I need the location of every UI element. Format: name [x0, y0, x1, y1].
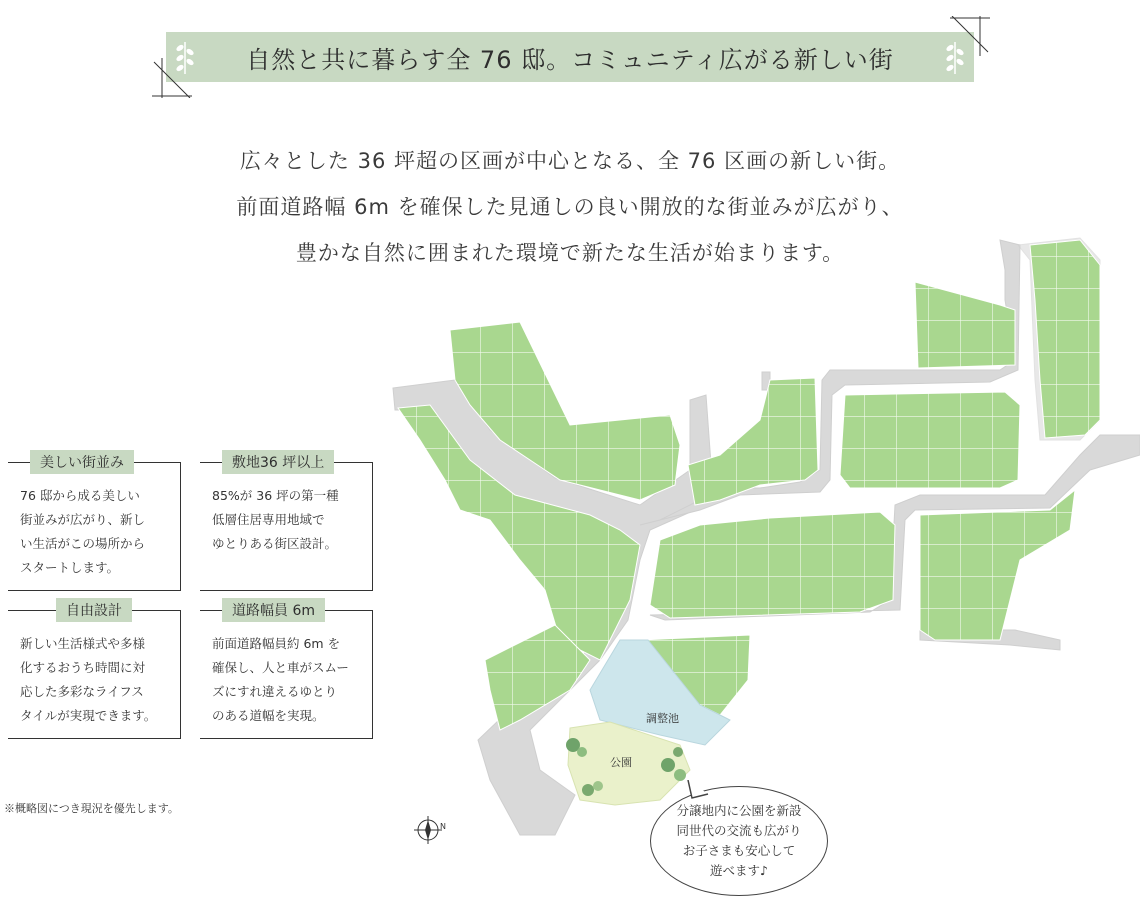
feature-title: 敷地36 坪以上	[222, 450, 334, 474]
banner-title: 自然と共に暮らす全 76 邸。コミュニティ広がる新しい街	[246, 45, 894, 74]
title-banner	[166, 32, 974, 82]
feature-text: い生活がこの場所から	[20, 536, 146, 551]
feature-text: 85%が 36 坪の第一種	[212, 488, 339, 503]
feature-text: 応した多彩なライフス	[20, 684, 144, 699]
lot-block-center	[650, 512, 895, 618]
lot-block-southeast	[920, 490, 1075, 640]
bubble-text: お子さまも安心して	[682, 843, 796, 858]
bubble-text: 遊べます♪	[710, 863, 768, 878]
banner-corner-topright	[950, 16, 990, 56]
feature-text: 街並みが広がり、新し	[20, 512, 146, 527]
lot-block-north	[915, 282, 1015, 368]
compass-north-icon	[414, 816, 442, 844]
intro-line: 広々とした 36 坪超の区画が中心となる、全 76 区画の新しい街。	[239, 149, 901, 173]
feature-text: ズにすれ違えるゆとり	[212, 684, 338, 699]
feature-text: のある道幅を実現。	[212, 708, 325, 723]
feature-free-design	[8, 603, 181, 739]
feature-text: ゆとりある街区設計。	[212, 536, 338, 551]
feature-text: スタートします。	[20, 560, 120, 575]
intro-text	[150, 138, 990, 276]
banner-corner-bottomleft	[152, 58, 192, 98]
park-speech-bubble	[650, 786, 828, 896]
feature-text: タイルが実現できます。	[20, 708, 157, 723]
bubble-text: 同世代の交流も広がり	[676, 823, 802, 838]
feature-lot-size	[200, 455, 373, 591]
compass-label: N	[440, 822, 446, 831]
disclaimer-note: ※概略図につき現況を優先します。	[4, 802, 179, 815]
feature-road-width	[200, 603, 373, 739]
intro-line: 前面道路幅 6m を確保した見通しの良い開放的な街並みが広がり、	[236, 195, 904, 219]
feature-text: 76 邸から成る美しい	[20, 488, 140, 503]
feature-text: 化するおうち時間に対	[20, 660, 146, 675]
bubble-tail	[686, 780, 716, 800]
intro-line: 豊かな自然に囲まれた環境で新たな生活が始まります。	[295, 241, 845, 265]
feature-title: 自由設計	[56, 598, 132, 622]
feature-title: 道路幅員 6m	[222, 598, 325, 622]
feature-text: 前面道路幅員約 6m を	[212, 636, 341, 651]
feature-text: 新しい生活様式や多様	[20, 636, 146, 651]
lot-block-east	[840, 392, 1020, 488]
bubble-text: 分譲地内に公園を新設	[676, 803, 802, 818]
feature-text: 低層住居専用地域で	[212, 512, 325, 527]
pond-label: 調整池	[646, 712, 679, 725]
feature-title: 美しい街並み	[30, 450, 134, 474]
feature-text: 確保し、人と車がスムー	[212, 660, 349, 675]
feature-beautiful-streets	[8, 455, 181, 591]
park-label: 公園	[610, 756, 632, 769]
